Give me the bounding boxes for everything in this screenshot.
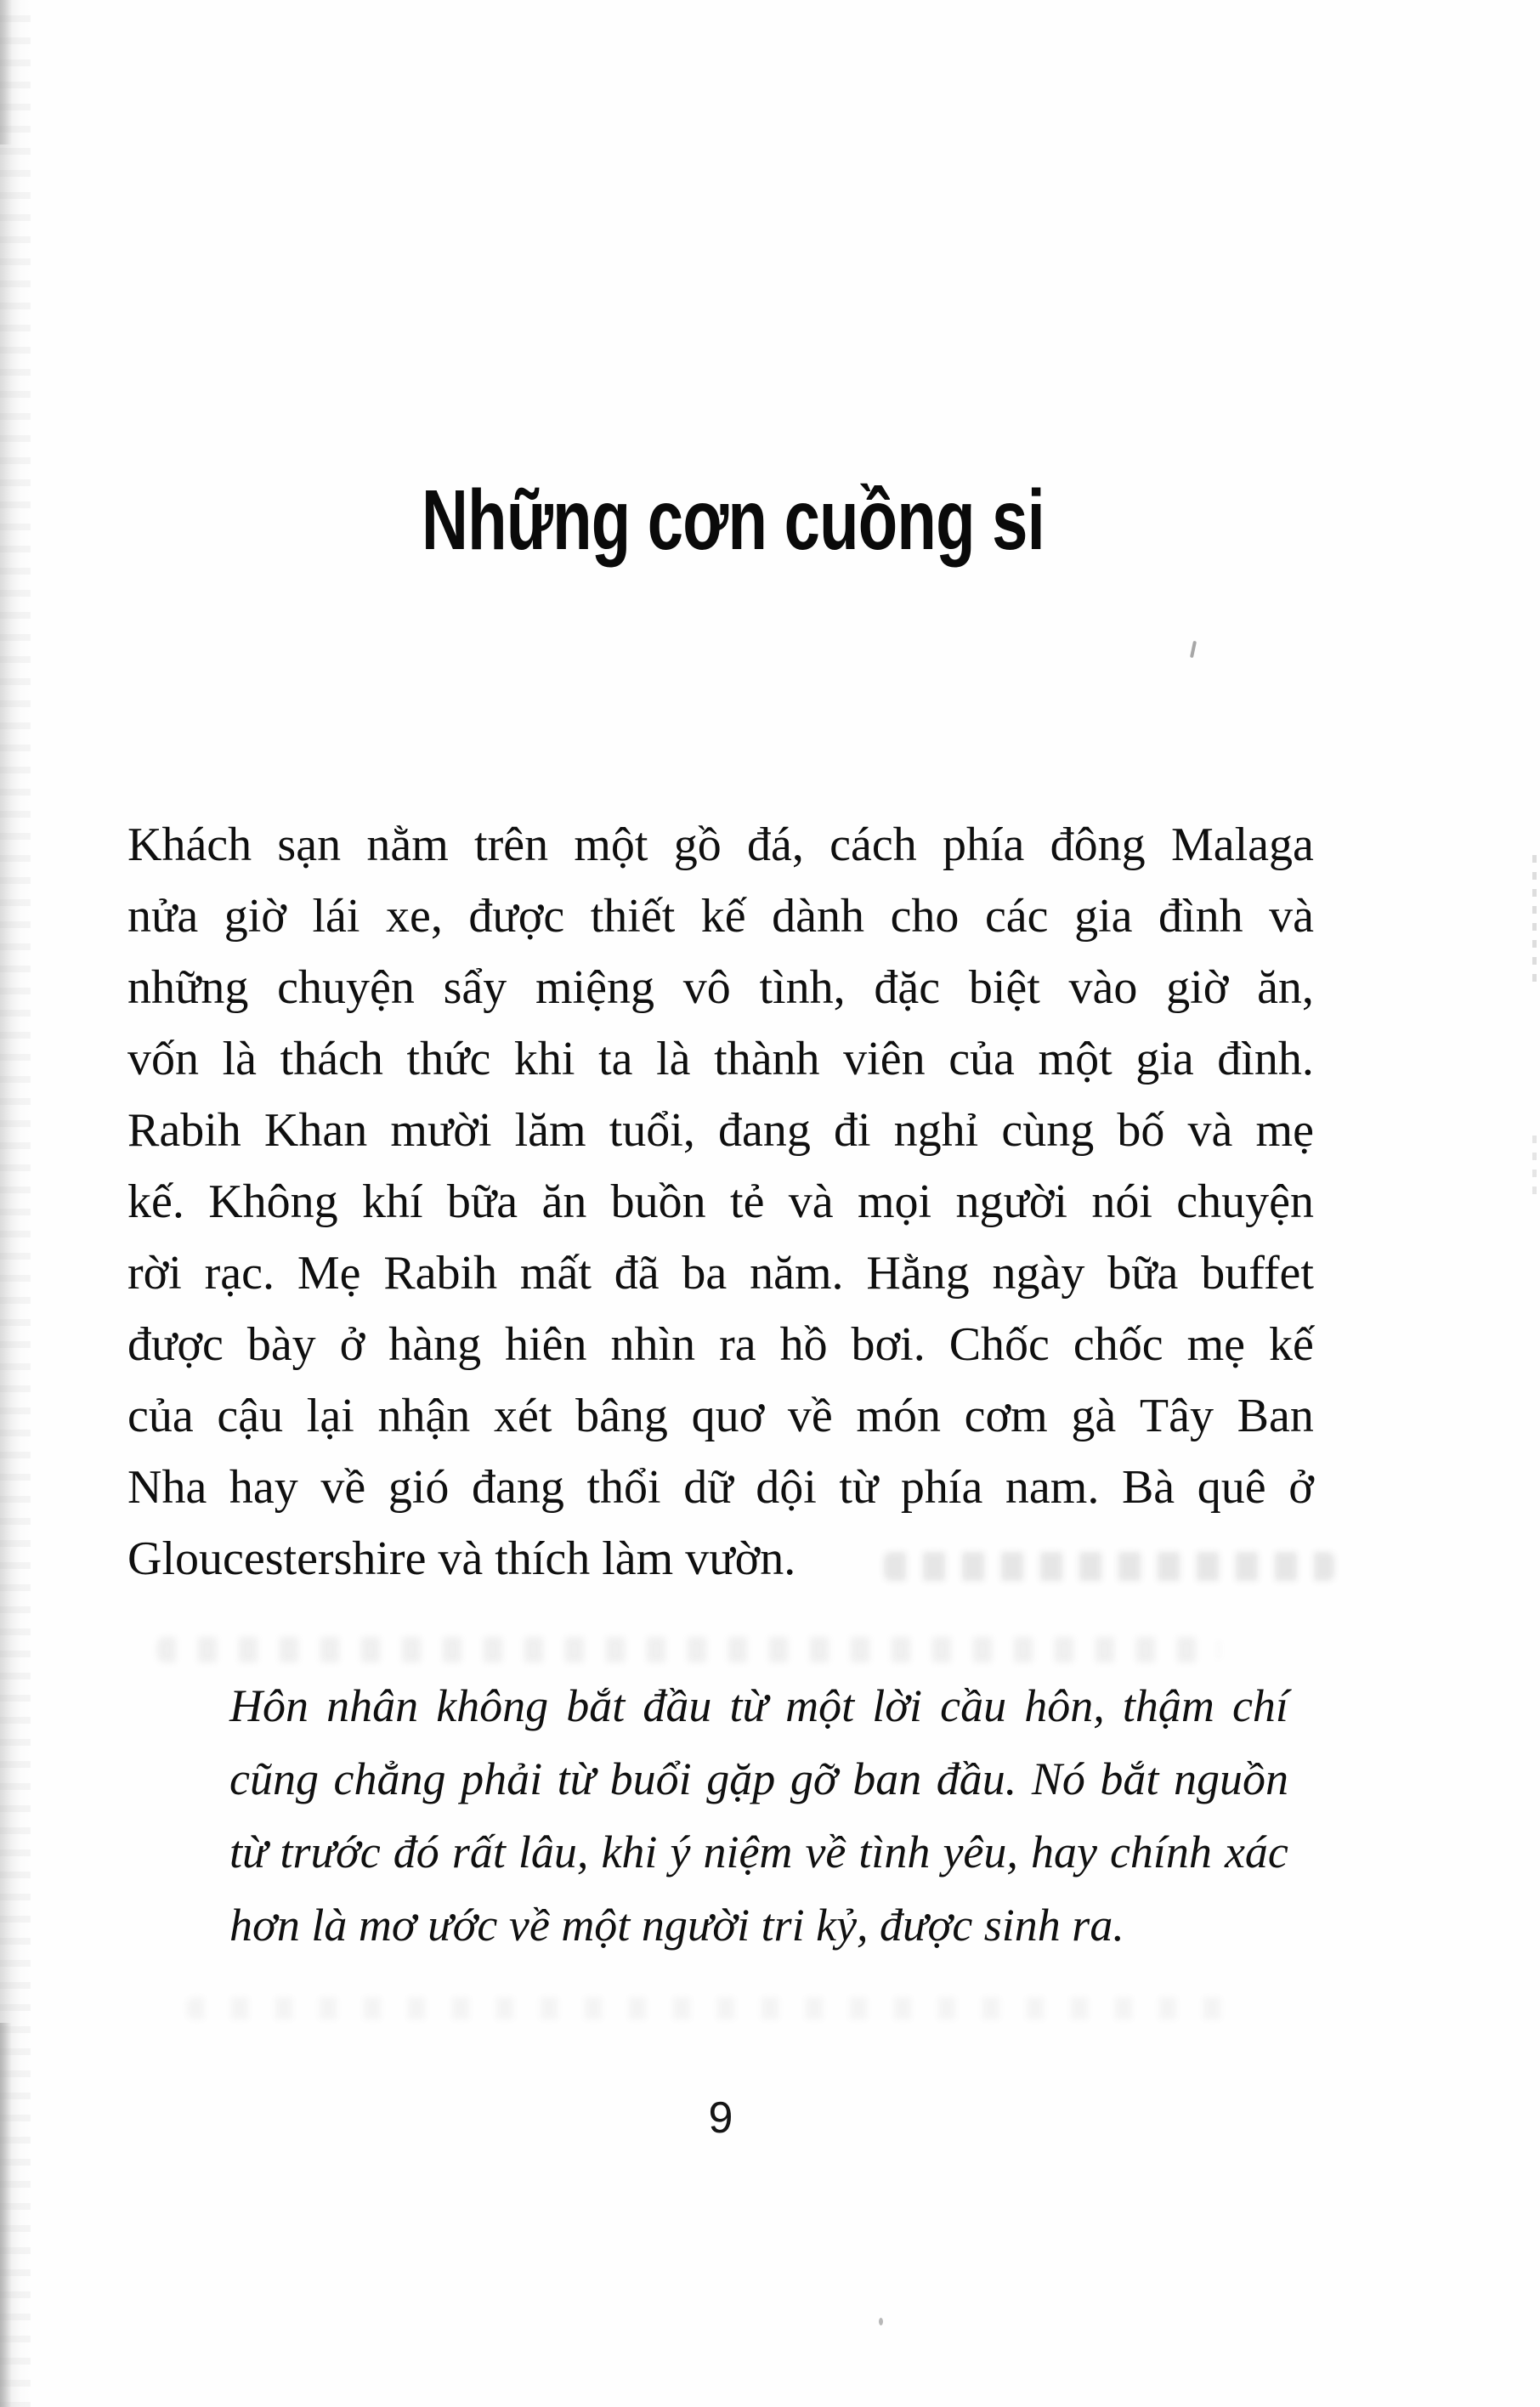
scan-dash-artifact <box>1532 855 1537 984</box>
quote-line: cũng chẳng phải từ buổi gặp gỡ ban đầu. Nó bắt nguồn <box>229 1753 1288 1804</box>
body-line: được bày ở hàng hiên nhìn ra hồ bơi. Chốc chốc mẹ kế <box>127 1318 1314 1371</box>
chapter-title: Những cơn cuồng si <box>422 473 1045 568</box>
quote-line: Hôn nhân không bắt đầu từ một lời cầu hôn, thậm chí <box>229 1680 1288 1731</box>
body-paragraph <box>127 809 1314 1594</box>
body-line: Khách sạn nằm trên một gồ đá, cách phía đông Malaga <box>127 818 1314 871</box>
scan-ghost-artifact <box>187 1997 1241 2019</box>
scan-ghost-artifact <box>157 1637 1220 1662</box>
quote-paragraph <box>229 1669 1288 1962</box>
body-line: Nha hay về gió đang thổi dữ dội từ phía nam. Bà quê ở <box>127 1461 1314 1514</box>
body-line: nửa giờ lái xe, được thiết kế dành cho các gia đình và <box>127 890 1314 943</box>
body-line: kế. Không khí bữa ăn buồn tẻ và mọi người nói chuyện <box>127 1175 1314 1228</box>
scan-tick-artifact <box>1190 641 1197 658</box>
scan-speck-artifact <box>879 2318 883 2325</box>
body-line: Gloucestershire và thích làm vườn. <box>127 1532 796 1585</box>
body-line: vốn là thách thức khi ta là thành viên của một gia đình. <box>127 1033 1314 1085</box>
scan-edge-top <box>0 0 12 144</box>
body-line: những chuyện sẩy miệng vô tình, đặc biệt vào giờ ăn, <box>127 961 1314 1014</box>
body-line: Rabih Khan mười lăm tuổi, đang đi nghỉ cùng bố và mẹ <box>127 1104 1314 1157</box>
body-line: rời rạc. Mẹ Rabih mất đã ba năm. Hằng ngày bữa buffet <box>127 1247 1314 1300</box>
scan-edge-bottom <box>0 2023 11 2407</box>
body-line: của cậu lại nhận xét bâng quơ về món cơm gà Tây Ban <box>127 1390 1314 1442</box>
scan-dash-artifact <box>1532 1136 1537 1204</box>
quote-line: từ trước đó rất lâu, khi ý niệm về tình yêu, hay chính xác <box>229 1826 1288 1877</box>
page-number: 9 <box>708 2093 733 2143</box>
quote-line: hơn là mơ ước về một người tri kỷ, được sinh ra. <box>229 1900 1124 1951</box>
